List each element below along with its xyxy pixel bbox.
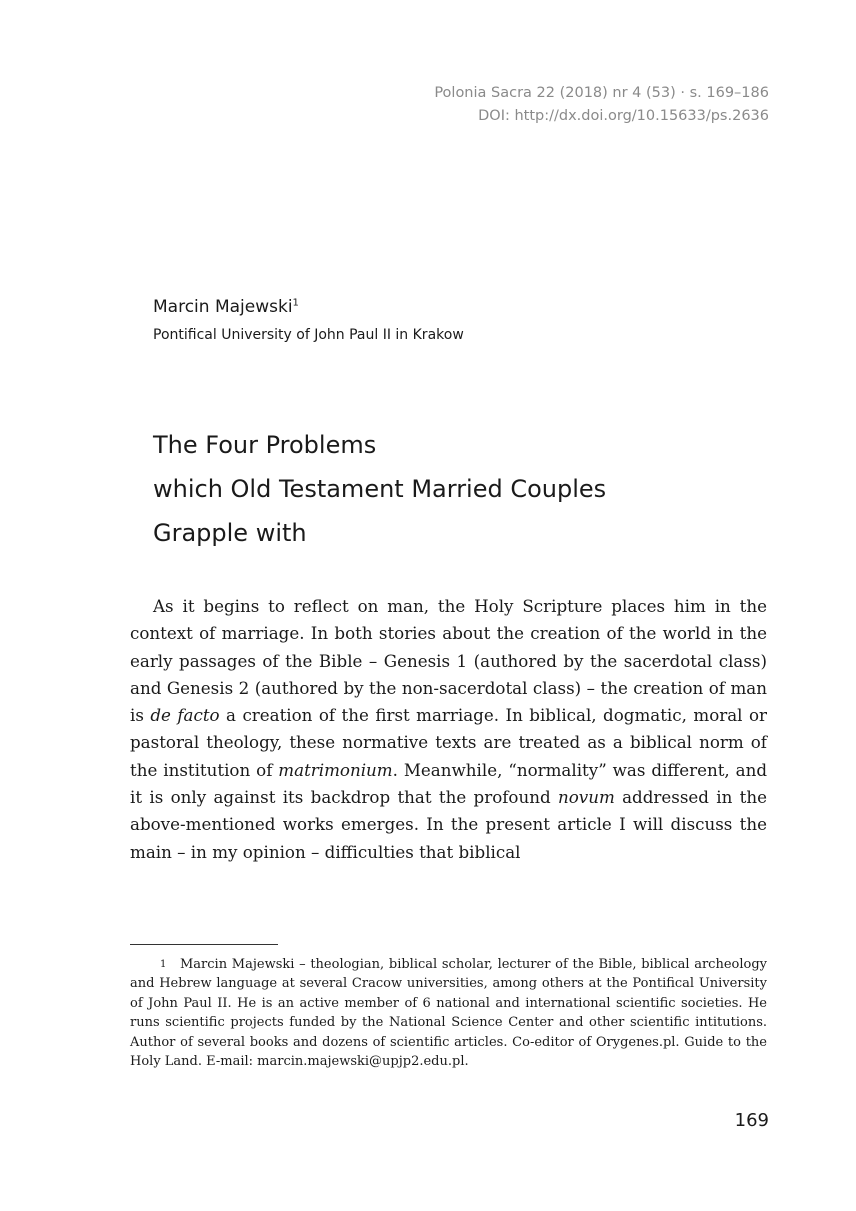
title-line-1: The Four Problems (153, 431, 377, 459)
body-paragraph (130, 593, 767, 866)
author-affiliation: Pontifical University of John Paul II in Krakow (153, 327, 464, 343)
author-name (153, 297, 299, 317)
footnote-text: Marcin Majewski – theologian, biblical scholar, lecturer of the Bible, biblical archeology and Hebrew language at several Cracow universities, among others at the Pontifical University of John Paul II. He is an active member of 6 national and international scientific societies. He runs scientific projects funded by the National Science Center and other scientific intitutions. Author of several books and dozens of scientific articles. Co-editor of Orygenes.pl. Guide to the Holy Land. E-mail: marcin.majewski@upjp2.edu.pl. (130, 957, 767, 1070)
body-italic-1: de facto (150, 705, 220, 726)
title-line-2: which Old Testament Married Couples (153, 475, 607, 503)
body-italic-2: matrimonium (278, 759, 393, 780)
body-text-1: As it begins to reflect on man, the Holy Scripture places him in the context of marriage. In both stories about the creation of the world in the early passages of the Bible – Genesis 1 (authored by the sacerdotal class) and Genesis 2 (authored by the non-sacerdotal class) – the creation of man is (130, 596, 767, 726)
doi-line: DOI: http://dx.doi.org/10.15633/ps.2636 (478, 108, 769, 124)
page-number: 169 (734, 1110, 769, 1131)
title-line-3: Grapple with (153, 519, 307, 547)
footnote-number: 1 (160, 959, 167, 970)
article-title (153, 423, 773, 555)
body-text-4: addressed in the above-mentioned works emerges. In the present article I will discuss the main – in my opinion – difficulties that biblical (130, 787, 767, 862)
author-name-text: Marcin Majewski (153, 297, 293, 317)
footnote-separator (130, 944, 278, 945)
body-italic-3: novum (557, 787, 615, 808)
body-text-2: a creation of the first marriage. In biblical, dogmatic, moral or pastoral theology, these normative texts are treated as a biblical norm of the institution of (130, 705, 767, 780)
article-body (130, 593, 767, 866)
author-footnote-mark: 1 (292, 297, 299, 309)
running-header (269, 82, 769, 128)
body-text-3: . Meanwhile, “normality” was different, and it is only against its backdrop that the profound (130, 759, 768, 808)
journal-citation: Polonia Sacra 22 (2018) nr 4 (53) · s. 169–186 (434, 85, 769, 101)
footnote (130, 955, 767, 1071)
